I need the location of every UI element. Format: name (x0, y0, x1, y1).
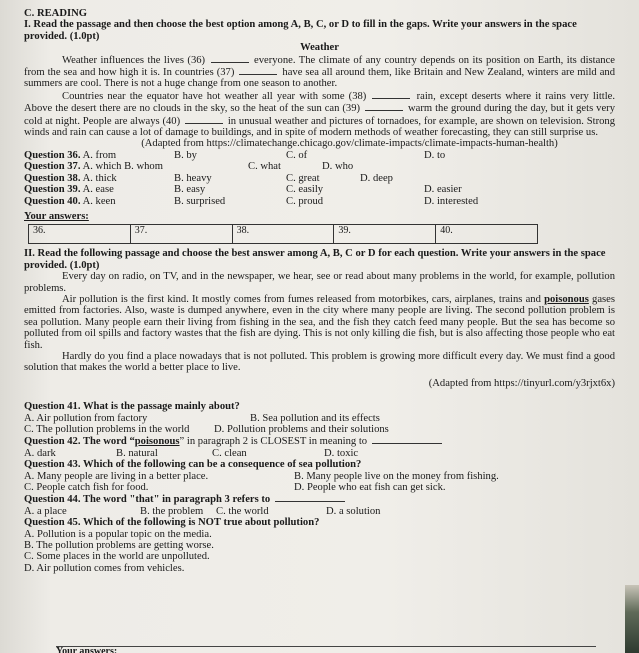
q39-option-a[interactable]: A. ease (82, 184, 114, 196)
p2-text-d: in unusual weather and pictures of tornadoes, for example, are shown on television. Strong winds and rain can cause a lot of damage to buildings, and in spite of modern methods of weather forecasting, they can still surprise us. (24, 115, 616, 139)
q37-option-b[interactable]: B. whom (124, 161, 163, 173)
q39-option-b[interactable]: B. easy (174, 184, 206, 196)
q40-option-b[interactable]: B. surprised (174, 195, 226, 207)
answer-cell-39[interactable]: 39. (334, 225, 436, 244)
gap-42[interactable] (372, 435, 442, 444)
gap-37[interactable] (239, 66, 277, 75)
answers-label-2: Your answers: (56, 647, 118, 653)
q44-option-c[interactable]: C. the world (216, 505, 269, 517)
q39-option-c[interactable]: C. easily (286, 184, 324, 196)
word-poisonous: poisonous (544, 293, 589, 305)
q38-option-d[interactable]: D. deep (360, 172, 393, 184)
q40-option-c[interactable]: C. proud (286, 195, 324, 207)
q41-options-row2 (24, 424, 615, 435)
gap-38[interactable] (372, 90, 410, 99)
q42-option-d[interactable]: D. toxic (324, 447, 359, 459)
q43-options-row1 (24, 471, 615, 482)
q41-option-d[interactable]: D. Pollution problems and their solutions (214, 424, 389, 435)
p2-2-text-a: Air pollution is the first kind. It mostly comes from fumes released from motorbikes, cars, airplanes, trains and (62, 293, 541, 305)
q40-option-a[interactable]: A. keen (82, 195, 116, 207)
part2-paragraph-3: Hardly do you find a place nowadays that is not polluted. This problem is growing more difficult every day. We must find a good solution that makes the world a better place to live. (24, 350, 615, 374)
answer-cell-36[interactable]: 36. (29, 225, 131, 244)
q42-stem (24, 435, 615, 447)
q43-options-row2 (24, 482, 615, 493)
p2-2-text-b: gases emitted from factories. Also, waste is dumped anywhere, even in the city where many people are living. The second pollution problem is sea pollution. Many people earn their living from fishing in the sea, and the fish they catch feed many people. But the sea has become so polluted from oil spills and factory wastes that the fish are dying. This is not only killing die fish, but is also affecting those people who eat fish. (24, 293, 615, 351)
q38-option-c[interactable]: C. great (286, 172, 320, 184)
q36-option-b[interactable]: B. by (174, 149, 197, 161)
q44-option-d[interactable]: D. a solution (326, 505, 381, 517)
q44-stem-line (24, 493, 615, 505)
q43-option-b[interactable]: B. Many people live on the money from fishing. (294, 470, 499, 482)
q40-option-d[interactable]: D. interested (424, 195, 479, 207)
answer-table-1 (28, 224, 538, 244)
question-40 (24, 196, 615, 207)
passage-title: Weather (300, 42, 339, 54)
part1-paragraph-2 (24, 90, 615, 139)
q44-option-a[interactable]: A. a place (24, 505, 67, 517)
q45-option-d[interactable]: D. Air pollution comes from vehicles. (24, 562, 185, 574)
q41-option-b[interactable]: B. Sea pollution and its effects (250, 412, 380, 424)
p1-text-c: have sea all around them, like Britain and New Zealand, winters are mild and summers are cool. There is not a huge change from one season to another. (24, 67, 616, 90)
q36-option-c[interactable]: C. of (286, 149, 308, 161)
q42-stem-a: Question 42. The word “ (24, 436, 135, 448)
q43-option-d[interactable]: D. People who eat fish can get sick. (294, 482, 446, 494)
part2-source: (Adapted from https://tinyurl.com/y3rjxt6x) (428, 377, 615, 389)
answer-table-2-edge (56, 646, 596, 647)
q38-option-b[interactable]: B. heavy (174, 172, 212, 184)
gap-44[interactable] (275, 493, 345, 502)
answer-cell-38[interactable]: 38. (232, 225, 334, 244)
question-37 (24, 161, 615, 172)
q43-option-c[interactable]: C. People catch fish for food. (24, 482, 149, 494)
q42-options (24, 448, 615, 459)
q42-option-c[interactable]: C. clean (212, 447, 247, 459)
q44-options (24, 506, 615, 517)
answer-cell-37[interactable]: 37. (130, 225, 232, 244)
q36-option-d[interactable]: D. to (424, 149, 446, 161)
q36-option-a[interactable]: A. from (82, 149, 117, 161)
q44-stem: Question 44. The word "that" in paragraph 3 refers to (24, 494, 271, 506)
q42-option-a[interactable]: A. dark (24, 447, 56, 459)
gap-36[interactable] (211, 54, 249, 63)
q37-option-c[interactable]: C. what (248, 161, 281, 173)
part2-instruction: II. Read the following passage and choose the best answer among A, B, C or D for each question. Write your answers in the space provided. (1.0pt) (24, 248, 606, 271)
part1-source: (Adapted from https://climatechange.chicago.gov/climate-impacts/climate-impacts-human-health) (141, 138, 558, 150)
q43-stem: Question 43. Which of the following can be a consequence of sea pollution? (24, 459, 362, 471)
p1-text-b: everyone. The climate of any country depends on its position on Earth, its distance from the sea and how high it is. In countries (37) (24, 54, 615, 79)
p2-text-b: rain, except deserts where it rains very little. Above the desert there are no clouds in the sky, so the heat of the sun can (39) (24, 90, 615, 115)
q39-option-d[interactable]: D. easier (424, 184, 462, 196)
question-38 (24, 173, 615, 184)
answers-label-1: Your answers: (24, 210, 89, 222)
part2-paragraph-1: Every day on radio, on TV, and in the newspaper, we hear, see or read about many problems in the world, for example, pollution problems. (24, 271, 615, 294)
q41-option-c[interactable]: C. The pollution problems in the world (24, 424, 190, 435)
q41-stem: Question 41. What is the passage mainly about? (24, 401, 240, 413)
q42-word: poisonous (134, 436, 180, 448)
gap-39[interactable] (365, 102, 403, 111)
q45-option-b[interactable]: B. The pollution problems are getting worse. (24, 540, 214, 552)
q38-label: Question 38. (24, 172, 81, 184)
question-36 (24, 150, 615, 161)
q45-option-a[interactable]: A. Pollution is a popular topic on the media. (24, 528, 212, 540)
gap-40[interactable] (185, 115, 223, 124)
q43-option-a[interactable]: A. Many people are living in a better place. (24, 470, 209, 482)
q38-option-a[interactable]: A. thick (82, 172, 117, 184)
q41-option-a[interactable]: A. Air pollution from factory (24, 412, 148, 424)
part2-paragraph-2 (24, 294, 615, 351)
q37-option-d[interactable]: D. who (322, 161, 354, 173)
q45-stem: Question 45. Which of the following is NOT true about pollution? (24, 517, 320, 529)
q36-label: Question 36. (24, 149, 81, 161)
q39-label: Question 39. (24, 184, 81, 196)
q42-option-b[interactable]: B. natural (116, 447, 158, 459)
q37-option-a[interactable]: A. which (82, 161, 122, 173)
q42-stem-b: ” in paragraph 2 is CLOSEST in meaning to (179, 436, 368, 448)
q41-options-row1 (24, 413, 615, 424)
part1-instruction: I. Read the passage and then choose the best option among A, B, C, or D to fill in the gaps. Write your answers in the space provided. (1.0pt) (24, 19, 577, 42)
q44-option-b[interactable]: B. the problem (140, 505, 204, 517)
q37-label: Question 37. (24, 161, 81, 173)
q40-label: Question 40. (24, 195, 81, 207)
p2-text-c: warm the ground during the day, but it gets very cold at night. People are always (40) (24, 103, 615, 127)
section-heading: C. READING (24, 8, 87, 19)
q45-option-c[interactable]: C. Some places in the world are unpolluted. (24, 551, 210, 563)
part1-paragraph-1 (24, 54, 615, 90)
p1-text-a: Weather influences the lives (36) (62, 54, 206, 66)
answer-cell-40[interactable]: 40. (436, 225, 538, 244)
question-39 (24, 184, 615, 195)
p2-text-a: Countries near the equator have hot weather all year with some (38) (62, 90, 367, 102)
